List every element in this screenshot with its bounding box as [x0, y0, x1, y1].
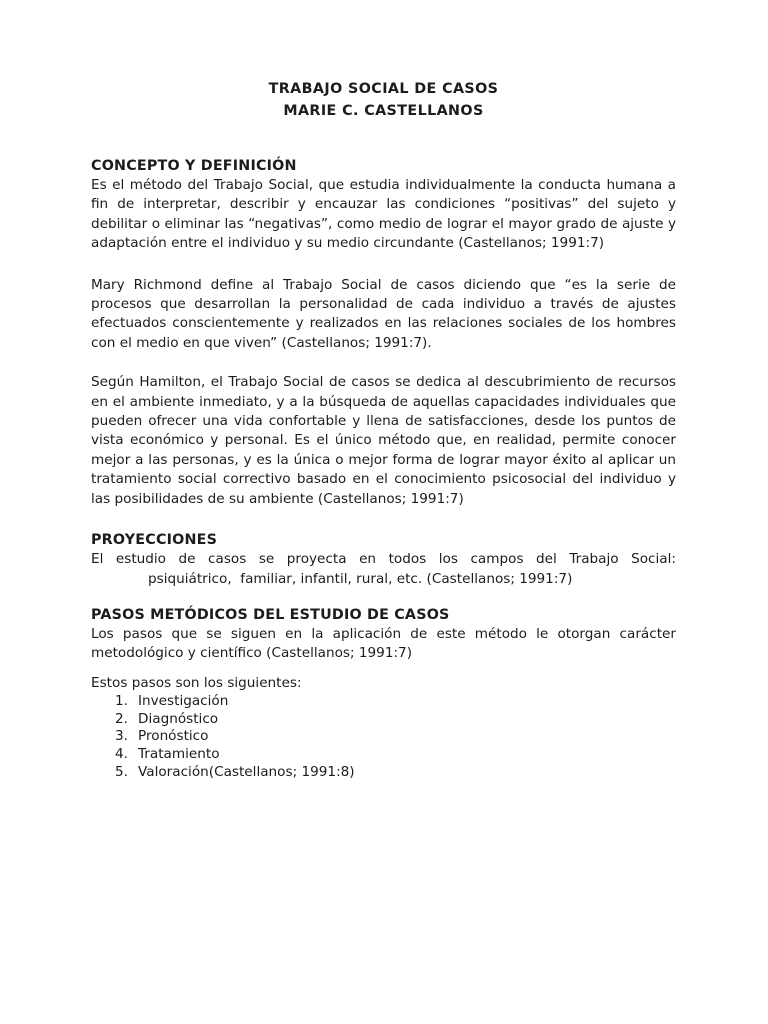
list-item — [91, 746, 676, 764]
paragraph-hamilton: Según Hamilton, el Trabajo Social de casos se dedica al descubrimiento de recursos en el ambiente inmediato, y a la búsqueda de aquellas capacidades individuales que pueden ofrecer una vida confortable y llena de satisfacciones, desde los puntos de vista económico y personal. Es el único método que, en realidad, permite conocer mejor a las personas, y es la única o mejor forma de lograr mayor éxito al aplicar un tratamiento social correctivo basado en el conocimiento psicosocial del individuo y las posibilidades de su ambiente (Castellanos; 1991:7) — [91, 374, 676, 507]
steps-list — [91, 693, 676, 781]
list-item-number: 3. — [115, 728, 128, 745]
list-item-number: 1. — [115, 693, 128, 710]
section-heading-pasos-metodicos: PASOS METÓDICOS DEL ESTUDIO DE CASOS — [91, 606, 450, 623]
list-item-number: 5. — [115, 763, 128, 780]
list-item — [91, 711, 676, 729]
proyecciones-line-1: El estudio de casos se proyecta en todos los campos del Trabajo Social: — [91, 551, 676, 568]
section-heading-concepto: CONCEPTO Y DEFINICIÓN — [91, 158, 297, 174]
list-item — [91, 693, 676, 711]
list-item-label: Investigación — [138, 693, 229, 710]
list-item — [91, 728, 676, 746]
section-heading-proyecciones: PROYECCIONES — [91, 532, 218, 549]
proyecciones-line-2: psiquiátrico, familiar, infantil, rural, etc. (Castellanos; 1991:7) — [148, 570, 573, 587]
paragraph-definicion: Es el método del Trabajo Social, que estudia individualmente la conducta humana a fin de interpretar, describir y encauzar las condiciones “positivas” del sujeto y debilitar o eliminar las “negativas”, como medio de lograr el mayor grado de ajuste y adaptación entre el individuo y su medio circundante (Castellanos; 1991:7) — [91, 177, 676, 252]
list-item-label: Tratamiento — [138, 745, 220, 762]
author-line: MARIE C. CASTELLANOS — [283, 103, 484, 119]
steps-intro: Estos pasos son los siguientes: — [91, 674, 302, 691]
paragraph-pasos: Los pasos que se siguen en la aplicación de este método le otorgan carácter metodológico y científico (Castellanos; 1991:7) — [91, 625, 676, 662]
title-block — [91, 78, 676, 122]
list-item-label: Valoración(Castellanos; 1991:8) — [138, 763, 355, 780]
list-item-number: 4. — [115, 745, 128, 762]
list-item-number: 2. — [115, 710, 128, 727]
page-title: TRABAJO SOCIAL DE CASOS — [268, 81, 499, 97]
list-item — [91, 764, 676, 782]
list-item-label: Diagnóstico — [138, 710, 219, 727]
paragraph-mary-richmond: Mary Richmond define al Trabajo Social de casos diciendo que “es la serie de procesos que desarrollan la personalidad de cada individuo a través de ajustes efectuados conscientemente y realizados en las relaciones sociales de los hombres con el medio en que viven” (Castellanos; 1991:7). — [91, 276, 676, 351]
list-item-label: Pronóstico — [138, 728, 209, 745]
